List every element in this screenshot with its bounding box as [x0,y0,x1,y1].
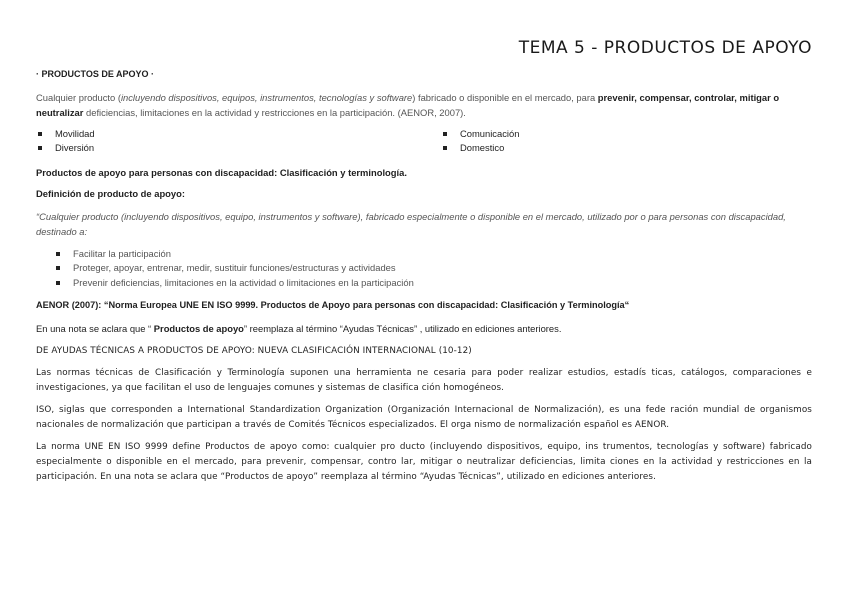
category-item: Movilidad [55,127,95,142]
note-paragraph: En una nota se aclara que “ Productos de apoyo” reemplaza al término “Ayudas Técnicas” , utilizado en ediciones anteriores. [36,323,562,334]
iso-paragraph: ISO, siglas que corresponden a International Standardization Organization (Organización Internacional de Normalización), es una fede ración mundial de organismos nacionales de normalización que participan a través de Comités Técnicos especializados. El orga nismo de normalización español es AENOR. [36,405,812,430]
une-paragraph: La norma UNE EN ISO 9999 define Productos de apoyo como: cualquier pro ducto (incluyendo dispositivos, equipo, ins trumentos, tecnologías y software) fabricado especialmente o disponible en el mercado, para prevenir, compensar, contro lar, mitigar o neutralizar deficiencias, limita ciones en la actividad y restricciones en la participación. En una nota se aclara que “Productos de apoyo” reemplaza al término “Ayudas Técnicas”, utilizado en ediciones anteriores. [36,442,812,482]
classification-heading: Productos de apoyo para personas con discapacidad: Clasificación y terminología. [36,167,407,178]
category-item: Comunicación [460,127,519,142]
page-title: TEMA 5 - PRODUCTOS DE APOYO [518,38,812,58]
definition-heading: Definición de producto de apoyo: [36,188,185,199]
purpose-item: Proteger, apoyar, entrenar, medir, sustituir funciones/estructuras y actividades [73,261,396,276]
normas-paragraph: Las normas técnicas de Clasificación y Terminología suponen una herramienta ne cesaria para poder realizar estudios, estadís ticas, catálogos, comparaciones e investigaciones, ya que facilitan el uso de lenguajes comunes y sistemas de clasifica ción homogéneos. [36,368,812,393]
section-heading: · PRODUCTOS DE APOYO · [36,69,155,79]
purpose-item: Facilitar la participación [73,247,171,262]
section-subtitle: DE AYUDAS TÉCNICAS A PRODUCTOS DE APOYO: NUEVA CLASIFICACIÓN INTERNACIONAL (10-12) [36,346,472,356]
category-item: Diversión [55,141,94,156]
intro-paragraph: Cualquier producto (incluyendo dispositivos, equipos, instrumentos, tecnologías y software) fabricado o disponible en el mercado, para prevenir, compensar, controlar, mitigar o neutralizar deficiencias, limitaciones en la actividad y restricciones en la participación. (AENOR, 2007). [36,92,780,118]
aenor-reference: AENOR (2007): “Norma Europea UNE EN ISO 9999. Productos de Apoyo para personas con discapacidad: Clasificación y Terminología“ [36,300,630,310]
definition-quote: “Cualquier producto (incluyendo dispositivos, equipo, instrumentos y software), fabricado especialmente o disponible en el mercado, utilizado por o para personas con discapacidad, destinado a: [36,211,786,237]
category-item: Domestico [460,141,504,156]
purpose-item: Prevenir deficiencias, limitaciones en la actividad o limitaciones en la participación [73,276,414,291]
